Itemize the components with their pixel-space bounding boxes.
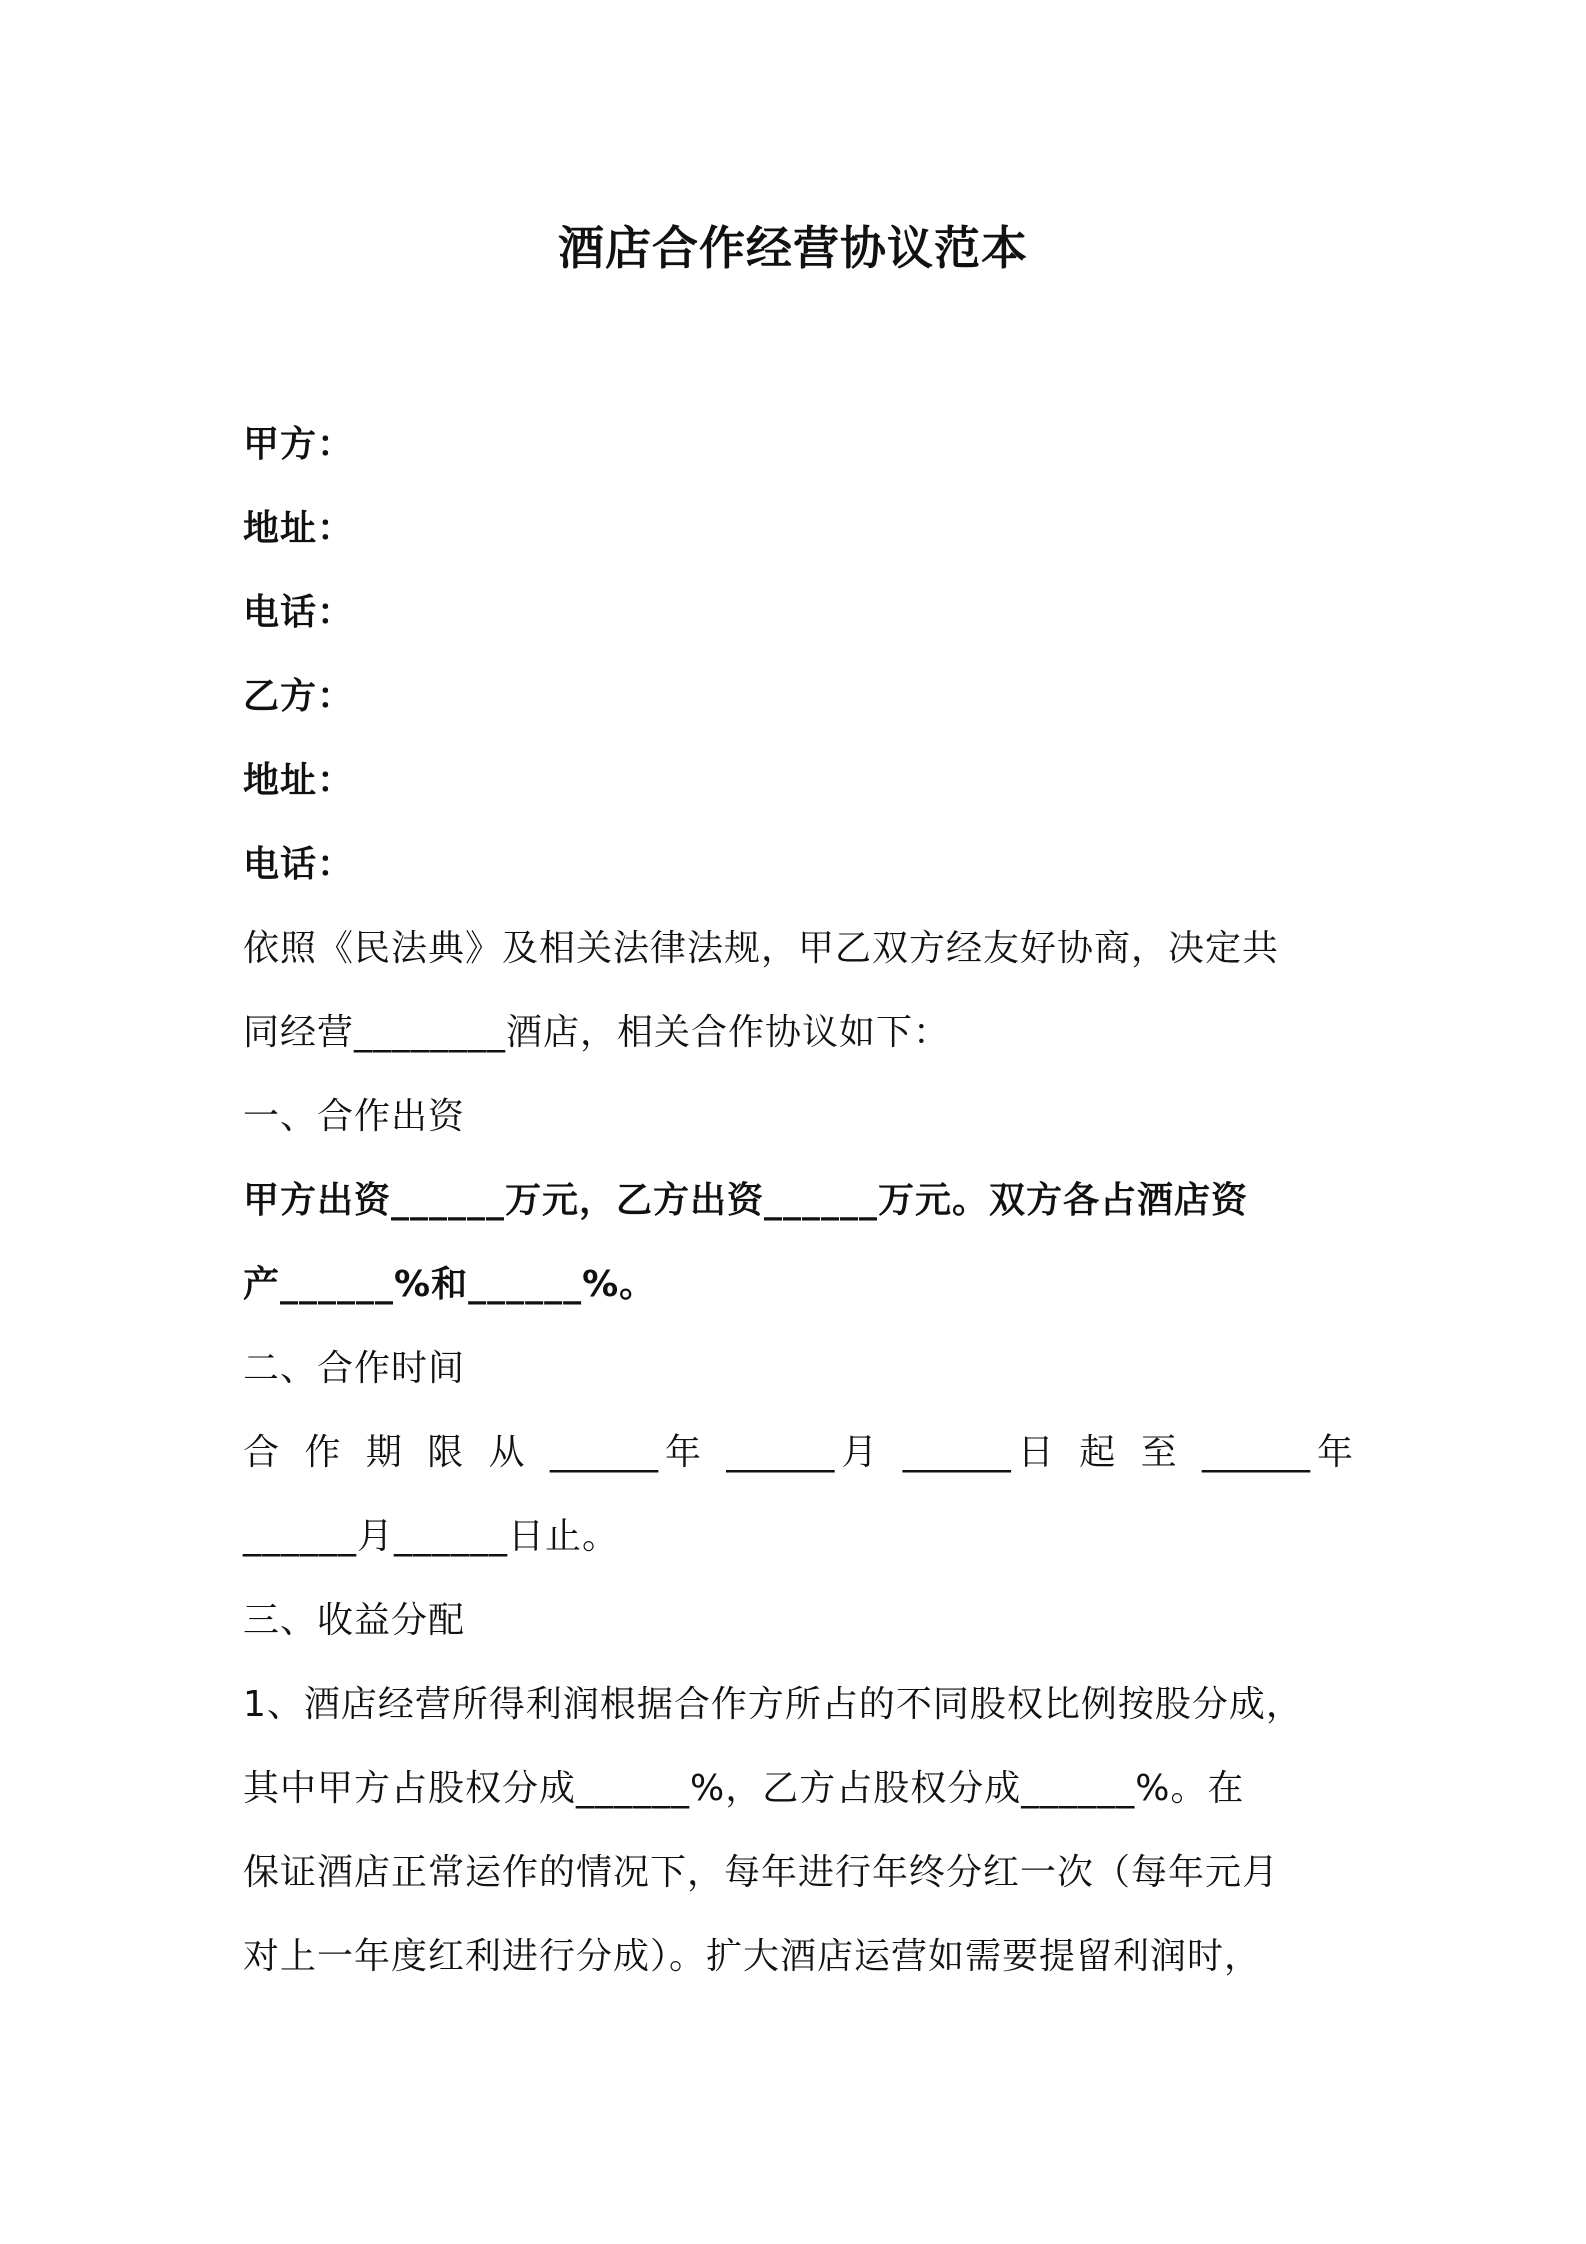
investment-line-2: 产______%和______%。	[243, 1264, 657, 1305]
term-line-1: 合 作 期 限 从 ______年 ______月 ______日 起 至 ______年	[243, 1432, 1353, 1473]
party-b-label: 乙方：	[243, 676, 355, 717]
section-heading-term: 二、合作时间	[243, 1348, 466, 1389]
profit-line-4: 对上一年度红利进行分成）。扩大酒店运营如需要提留利润时，	[243, 1936, 1262, 1977]
section-heading-profit: 三、收益分配	[243, 1600, 466, 1641]
term-line-2: ______月______日止。	[243, 1516, 620, 1557]
profit-line-3: 保证酒店正常运作的情况下，每年进行年终分红一次（每年元月	[243, 1852, 1280, 1893]
investment-line-1: 甲方出资______万元，乙方出资______万元。双方各占酒店资	[243, 1180, 1249, 1221]
party-a-phone-label: 电话：	[243, 592, 355, 633]
party-b-address-label: 地址：	[243, 760, 355, 801]
preamble-line-1: 依照《民法典》及相关法律法规，甲乙双方经友好协商，决定共	[243, 928, 1280, 969]
party-a-label: 甲方：	[243, 424, 355, 465]
profit-line-2: 其中甲方占股权分成______%，乙方占股权分成______%。在	[243, 1768, 1245, 1809]
party-b-phone-label: 电话：	[243, 844, 355, 885]
preamble-line-2: 同经营________酒店，相关合作协议如下：	[243, 1012, 951, 1053]
document-body	[243, 403, 1353, 1999]
profit-line-1: 1、酒店经营所得利润根据合作方所占的不同股权比例按股分成，	[243, 1684, 1303, 1725]
section-heading-investment: 一、合作出资	[243, 1096, 466, 1137]
document-title: 酒店合作经营协议范本	[558, 221, 1028, 275]
party-a-address-label: 地址：	[243, 508, 355, 549]
